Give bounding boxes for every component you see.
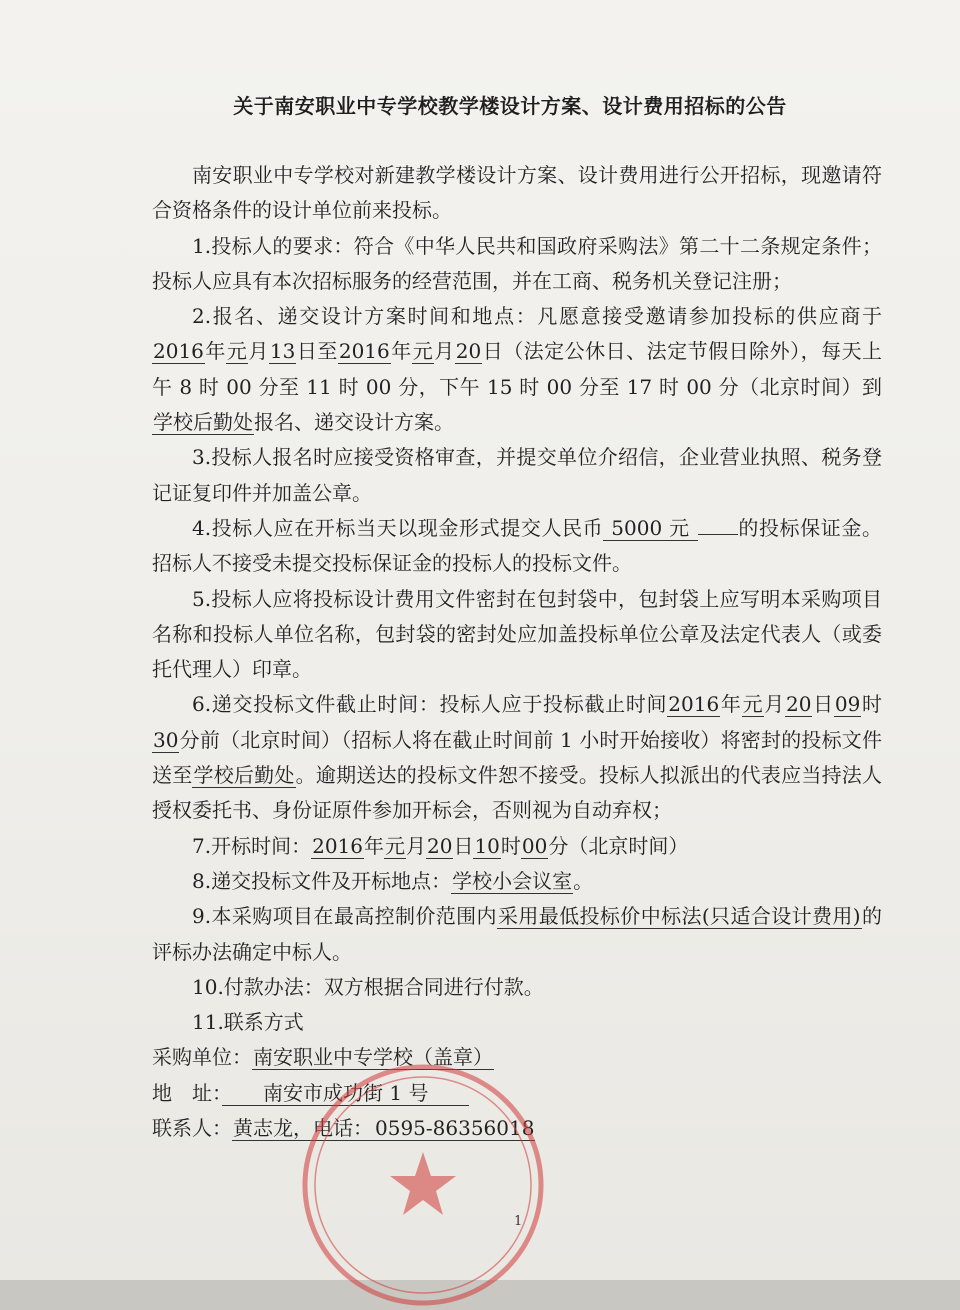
contact-address-label: 地 址：	[152, 1080, 222, 1105]
item-6-hour-char: 时	[861, 692, 882, 717]
item-2-start-year: 2016	[153, 339, 204, 364]
item-6-middle: 分前（北京时间）（招标人将在截止时间前 1 小时开始接收）将密封的投标文件送至	[152, 727, 882, 788]
item-2-prefix: 2.报名、递交设计方案时间和地点：凡愿意接受邀请参加投标的供应商于	[192, 304, 882, 329]
item-7-hour-char: 时	[500, 833, 521, 858]
item-6-year: 2016	[668, 692, 720, 717]
notice-title: 关于南安职业中专学校教学楼设计方案、设计费用招标的公告	[233, 94, 787, 118]
item-6-month: 元	[742, 692, 764, 717]
item-2-suffix: 报名、递交设计方案。	[254, 410, 454, 435]
item-2-middle: 日（法定公休日、法定节假日除外），每天上午 8 时 00 分至 11 时 00 分，下午 15 时 00 分至 17 时 00 分（北京时间）到	[152, 339, 883, 399]
intro-paragraph: 南安职业中专学校对新建教学楼设计方案、设计费用进行公开招标，现邀请符合资格条件的设计单位前来投标。	[152, 163, 882, 223]
item-2-year-char-2: 年	[390, 339, 412, 364]
item-7-month-char: 月	[406, 833, 426, 858]
seal-star-icon	[390, 1152, 456, 1215]
item-4-prefix: 4.投标人应在开标当天以现金形式提交人民币	[192, 515, 604, 540]
item-7-day: 20	[427, 833, 453, 858]
contact-person-row	[152, 1111, 882, 1146]
contact-unit-row	[152, 1040, 882, 1075]
item-7-minute: 00	[521, 833, 548, 858]
item-7-suffix: 分（北京时间）	[548, 833, 689, 858]
item-6-prefix: 6.递交投标文件截止时间：投标人应于投标截止时间	[192, 692, 668, 717]
item-8-suffix: 。	[573, 868, 594, 893]
item-11: 11.联系方式	[192, 1010, 304, 1035]
item-9-method: 采用最低投标价中标法(只适合设计费用)	[497, 904, 861, 929]
item-4-suffix: 的投标保证金。招标人不接受未提交投标保证金的投标人的投标文件。	[152, 515, 882, 576]
notice-body	[152, 158, 882, 1146]
contact-unit-value: 南安职业中专学校（盖章）	[253, 1045, 493, 1070]
item-1: 1.投标人的要求：符合《中华人民共和国政府采购法》第二十二条规定条件；投标人应具有本次招标服务的经营范围，并在工商、税务机关登记注册；	[152, 233, 882, 293]
item-8	[152, 864, 882, 899]
item-7	[152, 829, 882, 864]
item-2-month-char-2: 月	[434, 339, 455, 364]
item-4-blank-line	[698, 516, 738, 535]
item-6	[152, 687, 882, 828]
item-7-year-char: 年	[364, 833, 384, 858]
page-number: 1	[514, 1214, 523, 1229]
item-7-day-char: 日	[453, 833, 474, 858]
item-6-suffix: 。逾期送达的投标文件恕不接受。投标人拟派出的代表应当持法人授权委托书、身份证原件参加开标会，否则视为自动弃权；	[152, 763, 883, 823]
item-6-place: 学校后勤处	[193, 763, 295, 788]
item-2-year-char: 年	[204, 339, 226, 364]
item-6-minute: 30	[153, 727, 179, 752]
item-9-prefix: 9.本采购项目在最高控制价范围内	[192, 904, 497, 929]
contact-person-label: 联系人：	[152, 1116, 232, 1141]
item-2-place: 学校后勤处	[153, 410, 253, 435]
item-4-amount: 5000 元	[604, 515, 697, 540]
item-2-end-month: 元	[412, 339, 434, 364]
item-6-year-char: 年	[720, 692, 742, 717]
item-7-month: 元	[385, 833, 405, 858]
contact-address-row	[152, 1076, 882, 1111]
item-2-start-day: 13	[269, 339, 296, 364]
item-2-start-month: 元	[226, 339, 248, 364]
item-2-month-char: 月	[248, 339, 269, 364]
item-3: 3.投标人报名时应接受资格审查，并提交单位介绍信，企业营业执照、税务登记证复印件并加盖公章。	[152, 445, 882, 505]
item-9	[152, 899, 882, 970]
contact-unit-label: 采购单位：	[152, 1045, 252, 1070]
contact-phone: 0595-86356018	[375, 1116, 535, 1141]
item-6-day-char: 日	[812, 692, 834, 717]
item-8-place: 学校小会议室	[452, 868, 573, 893]
contact-person-value: 黄志龙，电话：	[233, 1116, 373, 1141]
item-2	[152, 299, 882, 440]
contact-address-value: 南安市成功街 1 号	[223, 1080, 469, 1105]
item-7-year: 2016	[312, 833, 363, 858]
item-5: 5.投标人应将投标设计费用文件密封在包封袋中，包封袋上应写明本采购项目名称和投标人单位名称，包封袋的密封处应加盖投标单位公章及法定代表人（或委托代理人）印章。	[152, 586, 882, 682]
item-4	[152, 511, 882, 582]
item-7-prefix: 7.开标时间：	[192, 833, 312, 858]
item-2-end-day: 20	[455, 339, 482, 364]
item-9-suffix: 的评标办法确定中标人。	[152, 904, 883, 964]
item-6-month-char: 月	[764, 692, 785, 717]
item-8-prefix: 8.递交投标文件及开标地点：	[192, 868, 452, 893]
item-6-day: 20	[785, 692, 812, 717]
item-10: 10.付款办法：双方根据合同进行付款。	[192, 974, 544, 999]
item-7-hour: 10	[474, 833, 500, 858]
item-2-day-to: 日至	[296, 339, 338, 364]
item-6-hour: 09	[834, 692, 861, 717]
item-2-end-year: 2016	[338, 339, 390, 364]
